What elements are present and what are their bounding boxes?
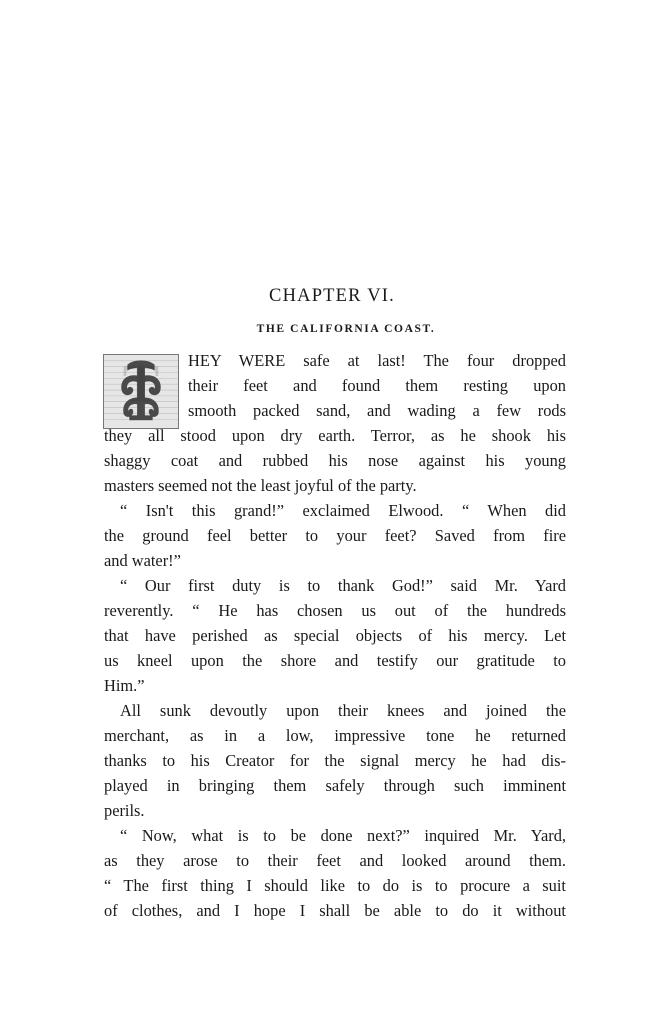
- text-line: merchant, as in a low, impressive tone he returned: [104, 726, 566, 745]
- text-line: their feet and found them resting upon: [188, 376, 566, 395]
- text-line: thanks to his Creator for the signal mercy he had dis-: [104, 751, 566, 770]
- ornament-initial-t: [104, 355, 178, 428]
- text-line: “ Our first duty is to thank God!” said Mr. Yard: [120, 576, 566, 595]
- text-line: perils.: [104, 801, 145, 820]
- chapter-heading: CHAPTER VI.: [269, 286, 395, 306]
- text-line: All sunk devoutly upon their knees and joined the: [120, 701, 566, 720]
- text-line: and water!”: [104, 551, 181, 570]
- text-line: shaggy coat and rubbed his nose against his young: [104, 451, 566, 470]
- text-line: the ground feel better to your feet? Saved from fire: [104, 526, 566, 545]
- drop-cap-letter: T: [122, 355, 160, 414]
- text-line: Him.”: [104, 676, 145, 695]
- text-line: “ The first thing I should like to do is to procure a suit: [104, 876, 566, 895]
- text-line: HEY WERE safe at last! The four dropped: [188, 351, 566, 370]
- text-line: that have perished as special objects of his mercy. Let: [104, 626, 566, 645]
- text-line: us kneel upon the shore and testify our gratitude to: [104, 651, 566, 670]
- text-line: reverently. “ He has chosen us out of the hundreds: [104, 601, 566, 620]
- text-line: of clothes, and I hope I shall be able to do it without: [104, 901, 566, 920]
- text-line: they all stood upon dry earth. Terror, as he shook his: [104, 426, 566, 445]
- text-line: as they arose to their feet and looked around them.: [104, 851, 566, 870]
- text-line: “ Now, what is to be done next?” inquired Mr. Yard,: [120, 826, 566, 845]
- text-line: “ Isn't this grand!” exclaimed Elwood. “ When did: [120, 501, 566, 520]
- text-line: masters seemed not the least joyful of the party.: [104, 476, 417, 495]
- text-line: smooth packed sand, and wading a few rods: [188, 401, 566, 420]
- decorated-initial-letter: [103, 354, 179, 429]
- chapter-subtitle: THE CALIFORNIA COAST.: [256, 323, 436, 335]
- text-line: played in bringing them safely through such imminent: [104, 776, 566, 795]
